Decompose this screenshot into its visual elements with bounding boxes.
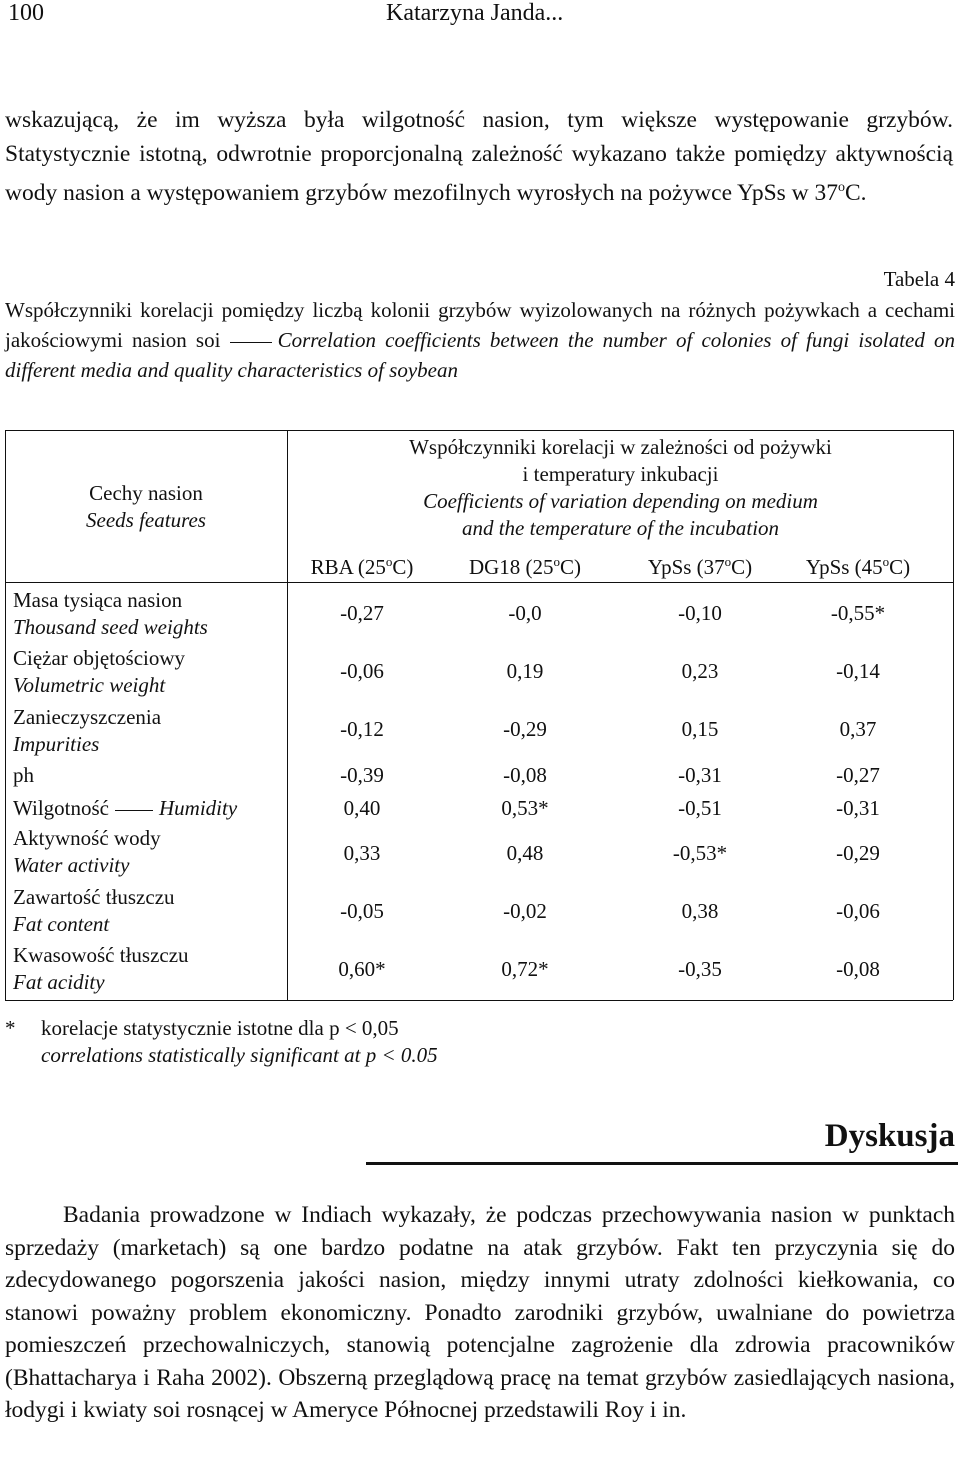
- table-cell: 0,23: [681, 659, 719, 683]
- table-cell: -0,35: [678, 957, 722, 981]
- table-cell: -0,0: [508, 601, 542, 625]
- row-label: Ciężar objętościowy Volumetric weight: [13, 646, 186, 697]
- table-cell: -0,29: [836, 841, 880, 865]
- label-dash: [115, 810, 153, 811]
- column-header: RBA (25$^o$C): [310, 554, 414, 579]
- coefficients-header-en-2: and the temperature of the incubation: [461, 516, 780, 540]
- table-cell: 0,37: [839, 717, 877, 741]
- table-cell: -0,55*: [830, 601, 886, 625]
- intro-text: wskazującą, że im wyższa była wilgotność nasion, tym większe występowanie grzybów. Statystycznie istotną, odwrotnie proporcjonalną zależność wykazano także pomiędzy aktywnością wody nasion a występowaniem grzybów mezofilnych wyrosłych na pożywce YpSs w 37: [5, 107, 953, 206]
- footnote-mark: *: [5, 1016, 16, 1040]
- table-cell: -0,39: [340, 763, 384, 787]
- column-header: YpSs (37$^o$C): [647, 554, 753, 579]
- table-caption: [5, 295, 955, 385]
- table-right-border: [953, 430, 954, 1000]
- table-cell: -0,08: [836, 957, 880, 981]
- table-top-rule: [5, 430, 953, 431]
- table-cell: 0,53*: [501, 796, 549, 820]
- running-title: Katarzyna Janda...: [386, 0, 564, 26]
- row-label: ph: [13, 763, 34, 787]
- table-header-rule: [5, 582, 953, 583]
- caption-polish: Współczynniki korelacji pomiędzy liczbą kolonii grzybów wyizolowanych na różnych pożywkach a cechami jakościowymi nasion soi: [5, 298, 955, 352]
- table-footnote: [5, 1015, 438, 1069]
- table-cell: 0,60*: [338, 957, 386, 981]
- table-cell: 0,72*: [501, 957, 549, 981]
- intro-end: C.: [845, 179, 867, 206]
- table-cell: -0,51: [678, 796, 722, 820]
- row-label: Wilgotność Humidity: [13, 796, 238, 820]
- table-cell: -0,06: [340, 659, 384, 683]
- degree-sup: o: [838, 180, 845, 195]
- table-cell: 0,19: [506, 659, 544, 683]
- table-cell: 0,33: [343, 841, 381, 865]
- table-cell: 0,38: [681, 899, 719, 923]
- table-cell: -0,31: [836, 796, 880, 820]
- footnote-english: correlations statistically significant at p < 0.05: [41, 1043, 438, 1067]
- row-label: Zawartość tłuszczu Fat content: [13, 885, 175, 936]
- seeds-features-en: Seeds features: [86, 508, 206, 532]
- table-cell: -0,08: [503, 763, 547, 787]
- caption-english: Correlation coefficients between the number of colonies of fungi isolated on different media and quality characteristics of soybean: [5, 328, 956, 382]
- table-cell: -0,05: [340, 899, 384, 923]
- table-cell: -0,12: [340, 717, 384, 741]
- table-cell: 0,40: [343, 796, 381, 820]
- table-cell: 0,15: [681, 717, 719, 741]
- discussion-text: Badania prowadzone w Indiach wykazały, że podczas przechowywania nasion w punktach sprzedaży (marketach) są one bardzo podatne na atak grzybów. Fakt ten przyczynia się do zdecydowanego pogorszenia jakości nasion, między innymi utraty zdolności kiełkowania, co stanowi poważny problem ekonomiczny. Ponadto zarodniki grzybów, uwalniane do powietrza pomieszczeń przechowalniczych, stanowią potencjalne zagrożenie dla zdrowia pracowników (Bhattacharya i Raha 2002). Obszerną przeglądową pracę na temat grzybów zasiedlających nasiona, łodygi i kwiaty soi rosnącej w Ameryce Północnej przedstawili Roy i in.: [5, 1202, 955, 1423]
- discussion-paragraph: [5, 1199, 955, 1427]
- coefficients-header-pl-1: Współczynniki korelacji w zależności od pożywki: [409, 435, 832, 459]
- column-header: YpSs (45$^o$C): [805, 554, 911, 579]
- table-cell: -0,02: [503, 899, 547, 923]
- table-label: Tabela 4: [883, 267, 955, 291]
- page-number: 100: [8, 0, 44, 26]
- coefficients-header-en-1: Coefficients of variation depending on medium: [423, 489, 818, 513]
- row-label: Masa tysiąca nasion Thousand seed weights: [13, 588, 208, 639]
- seeds-features-header: [5, 480, 287, 534]
- section-rule: [366, 1162, 958, 1165]
- table-bottom-rule: [5, 1000, 953, 1001]
- table-cell: -0,06: [836, 899, 880, 923]
- table-cell: -0,27: [836, 763, 880, 787]
- seeds-features-pl: Cechy nasion: [89, 481, 203, 505]
- coefficients-header-pl-2: i temperatury inkubacji: [522, 462, 719, 486]
- table-cell: -0,53*: [672, 841, 728, 865]
- coefficients-header: [288, 434, 953, 542]
- table-cell: -0,14: [836, 659, 880, 683]
- section-heading: Dyskusja: [824, 1118, 955, 1154]
- row-label: Aktywność wody Water activity: [13, 826, 161, 877]
- row-label: Kwasowość tłuszczu Fat acidity: [13, 943, 189, 994]
- footnote-polish: korelacje statystycznie istotne dla p < 0,05: [41, 1016, 399, 1040]
- table-cell: -0,31: [678, 763, 722, 787]
- table-cell: -0,10: [678, 601, 722, 625]
- column-header: DG18 (25$^o$C): [468, 554, 582, 579]
- intro-paragraph: [5, 103, 953, 210]
- row-label: Zanieczyszczenia Impurities: [13, 705, 162, 756]
- caption-dash: [230, 342, 272, 343]
- table-cell: 0,48: [506, 841, 544, 865]
- table-cell: -0,27: [340, 601, 384, 625]
- table-cell: -0,29: [503, 717, 547, 741]
